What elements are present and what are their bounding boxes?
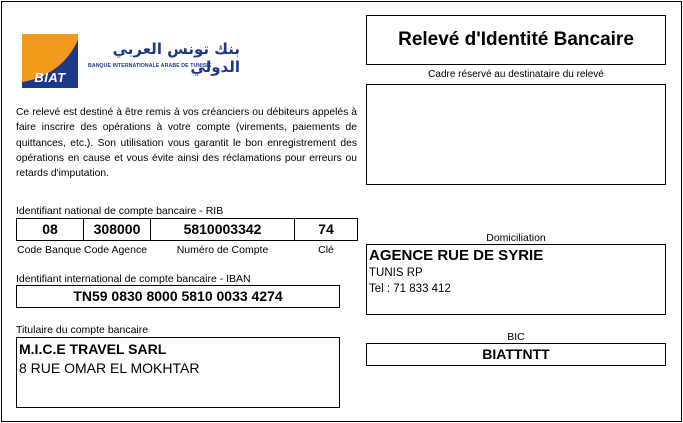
holder-box	[16, 337, 340, 408]
rib-cle: 74	[294, 218, 358, 241]
iban-label: Identifiant international de compte bancaire - IBAN	[16, 273, 251, 285]
rib-numero-compte: 5810003342	[150, 218, 295, 241]
domiciliation-label: Domiciliation	[486, 232, 546, 244]
rib-label: Identifiant national de compte bancaire - RIB	[16, 205, 224, 217]
rib-code-banque-label: Code Banque	[17, 244, 82, 256]
logo-french-name: BANQUE INTERNATIONALE ARABE DE TUNISIE	[88, 63, 212, 69]
holder-name: M.I.C.E TRAVEL SARL	[19, 341, 167, 357]
biat-logo	[22, 34, 78, 88]
holder-address: 8 RUE OMAR EL MOKHTAR	[19, 360, 200, 376]
domiciliation-city: TUNIS RP	[369, 267, 423, 279]
document-title: Relevé d'Identité Bancaire	[366, 15, 666, 65]
rib-code-banque: 08	[16, 218, 84, 241]
rib-cle-label: Clé	[318, 244, 334, 256]
logo-arabic-name: بنك تونس العربي الدولي	[112, 40, 240, 76]
rib-code-agence: 308000	[83, 218, 151, 241]
recipient-frame	[366, 84, 666, 185]
domiciliation-box	[366, 244, 666, 315]
domiciliation-tel: Tel : 71 833 412	[369, 283, 451, 295]
recipient-frame-label: Cadre réservé au destinataire du relevé	[428, 69, 604, 80]
iban-value: TN59 0830 8000 5810 0033 4274	[16, 285, 340, 308]
rib-code-agence-label: Code Agence	[84, 244, 148, 256]
holder-label: Titulaire du compte bancaire	[16, 324, 149, 336]
bic-label: BIC	[507, 331, 525, 343]
intro-paragraph: Ce relevé est destiné à être remis à vos créanciers ou débiteurs appelés à faire inscrire des opérations à votre compte (virements, paiements de quittances, etc.). Son utilisation vous garantit le bon enregistrement des opérations en cause et vous évite ainsi des réclamations pour erreurs ou retards d'imputation.	[16, 107, 357, 180]
domiciliation-agency: AGENCE RUE DE SYRIE	[369, 247, 544, 264]
bic-value: BIATTNTT	[366, 343, 666, 366]
rib-numero-compte-label: Numéro de Compte	[176, 244, 269, 256]
logo-brand-text: BIAT	[34, 70, 66, 85]
